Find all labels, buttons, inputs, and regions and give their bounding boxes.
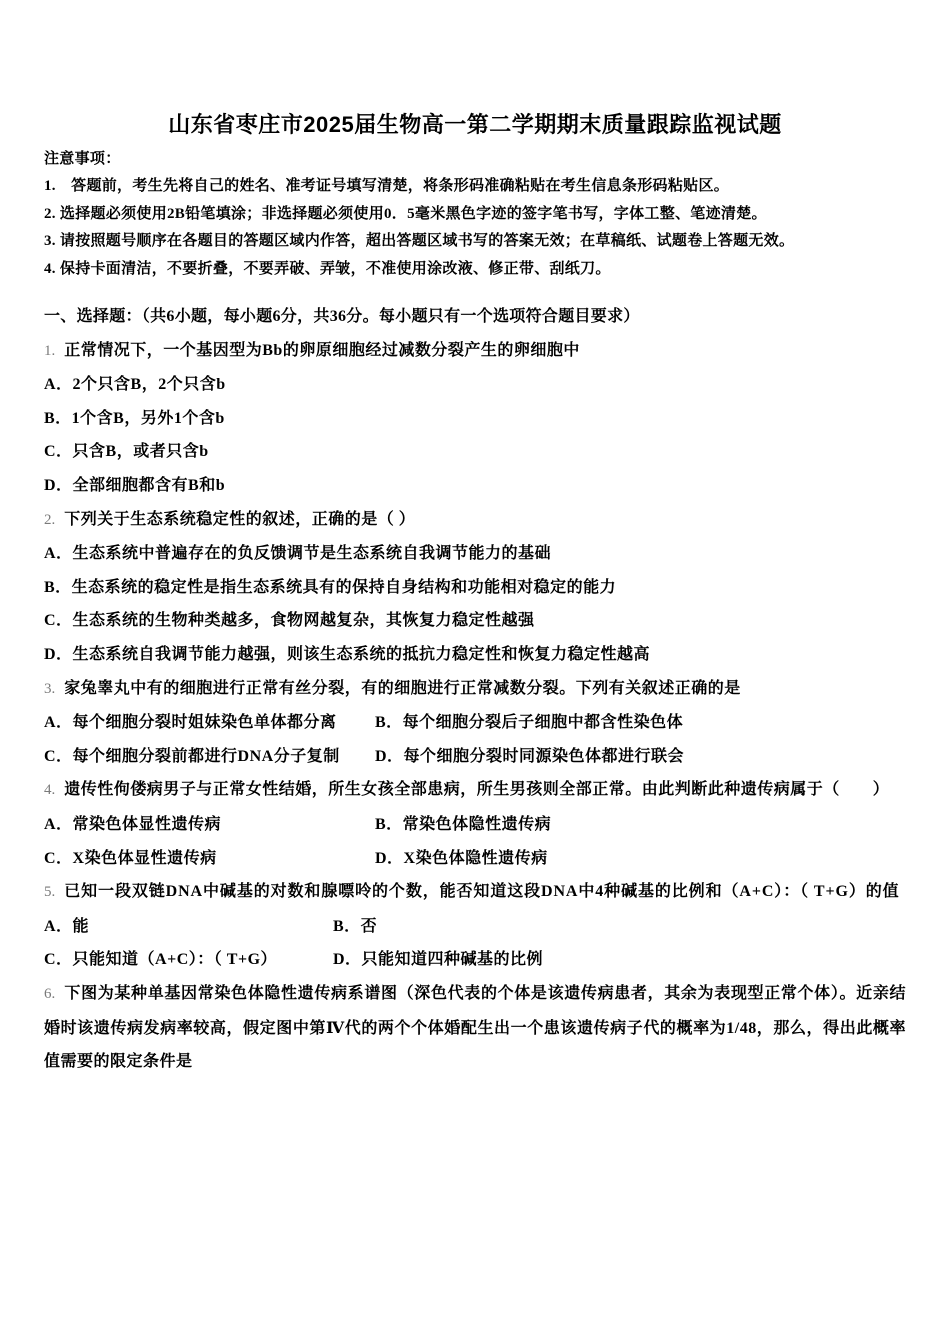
question-1-option-b: B．1个含B，另外1个含b xyxy=(44,409,225,427)
question-3-option-a: A．每个细胞分裂时姐妹染色单体都分离 xyxy=(44,714,337,732)
question-1 xyxy=(44,334,906,503)
question-3-option-b: B．每个细胞分裂后子细胞中都含性染色体 xyxy=(375,714,684,732)
question-4-option-d: D．X染色体隐性遗传病 xyxy=(375,849,548,867)
question-2-option-c: C．生态系统的生物种类越多，食物网越复杂，其恢复力稳定性越强 xyxy=(44,612,535,630)
question-5-option-a: A．能 xyxy=(44,917,90,935)
question-5-number: 5. xyxy=(44,884,56,901)
notice-item-4: 4. 保持卡面清洁，不要折叠，不要弄破、弄皱，不准使用涂改液、修正带、刮纸刀。 xyxy=(44,260,611,277)
question-5 xyxy=(44,875,906,977)
question-2-stem-line xyxy=(44,503,906,538)
question-5-stem: 已知一段双链DNA中碱基的对数和腺嘌呤的个数，能否知道这段DNA中4种碱基的比例和（A+C）：（ T+G）的值 xyxy=(64,883,900,901)
question-5-options xyxy=(44,910,906,977)
question-5-option-d: D．只能知道四种碱基的比例 xyxy=(333,951,544,969)
page-title: 山东省枣庄市2025届生物高一第二学期期末质量跟踪监视试题 xyxy=(168,112,782,137)
question-2-option-b: B．生态系统的稳定性是指生态系统具有的保持自身结构和功能相对稳定的能力 xyxy=(44,578,617,596)
question-6-number: 6. xyxy=(44,985,56,1002)
question-2 xyxy=(44,503,906,672)
question-6-stem-line xyxy=(44,977,906,1079)
question-1-number: 1. xyxy=(44,342,56,359)
question-3 xyxy=(44,672,906,774)
question-2-option-d: D．生态系统自我调节能力越强，则该生态系统的抵抗力稳定性和恢复力稳定性越高 xyxy=(44,645,651,663)
question-2-number: 2. xyxy=(44,511,56,528)
question-2-option-a: A．生态系统中普遍存在的负反馈调节是生态系统自我调节能力的基础 xyxy=(44,545,552,563)
notice-section xyxy=(44,146,906,283)
notice-item-2: 2. 选择题必须使用2B铅笔填涂；非选择题必须使用0．5毫米黑色字迹的签字笔书写，字体工整、笔迹清楚。 xyxy=(44,205,767,222)
question-3-number: 3. xyxy=(44,680,56,697)
question-5-option-c: C．只能知道（A+C）：（ T+G） xyxy=(44,951,278,969)
question-5-stem-line xyxy=(44,875,906,910)
notice-item-1: 1. 答题前，考生先将自己的姓名、准考证号填写清楚，将条形码准确粘贴在考生信息条形码粘贴区。 xyxy=(44,178,730,195)
question-3-options xyxy=(44,706,906,773)
question-5-option-b: B．否 xyxy=(333,917,378,935)
question-6 xyxy=(44,977,906,1079)
question-1-stem-line xyxy=(44,334,906,369)
question-4-number: 4. xyxy=(44,782,56,799)
notice-heading: 注意事项： xyxy=(44,151,121,167)
question-1-option-d: D．全部细胞都含有B和b xyxy=(44,477,226,494)
question-3-stem: 家兔睾丸中有的细胞进行正常有丝分裂，有的细胞进行正常减数分裂。下列有关叙述正确的是 xyxy=(64,679,741,697)
section-heading: 一、选择题：（共6小题，每小题6分，共36分。每小题只有一个选项符合题目要求） xyxy=(44,308,640,326)
question-4-stem-line xyxy=(44,773,906,808)
question-4-option-a: A．常染色体显性遗传病 xyxy=(44,815,222,833)
question-3-option-d: D．每个细胞分裂时同源染色体都进行联会 xyxy=(375,747,685,765)
notice-item-3: 3. 请按照题号顺序在各题目的答题区域内作答，超出答题区域书写的答案无效；在草稿纸、试题卷上答题无效。 xyxy=(44,233,795,250)
question-2-stem: 下列关于生态系统稳定性的叙述，正确的是（ ） xyxy=(64,510,416,528)
question-4-option-c: C．X染色体显性遗传病 xyxy=(44,849,217,867)
question-3-option-c: C．每个细胞分裂前都进行DNA分子复制 xyxy=(44,747,340,765)
question-4-option-b: B．常染色体隐性遗传病 xyxy=(375,815,552,833)
question-2-options xyxy=(44,537,906,671)
question-4-stem: 遗传性佝偻病男子与正常女性结婚，所生女孩全部患病，所生男孩则全部正常。由此判断此种遗传病属于（ ） xyxy=(64,781,890,799)
question-1-options xyxy=(44,368,906,502)
question-1-stem: 正常情况下，一个基因型为Bb的卵原细胞经过减数分裂产生的卵细胞中 xyxy=(64,341,580,359)
question-6-stem: 下图为某种单基因常染色体隐性遗传病系谱图（深色代表的个体是该遗传病患者，其余为表现型正常个体）。近亲结婚时该遗传病发病率较高，假定图中第Ⅳ代的两个个体婚配生出一个患该遗传病子代的概率为1/48，那么，得出此概率值需要的限定条件是 xyxy=(44,984,906,1071)
question-4-options xyxy=(44,808,906,875)
question-3-stem-line xyxy=(44,672,906,707)
question-1-option-a: A．2个只含B，2个只含b xyxy=(44,376,226,394)
question-4 xyxy=(44,773,906,875)
question-1-option-c: C．只含B，或者只含b xyxy=(44,443,209,461)
questions-area xyxy=(44,300,906,1079)
